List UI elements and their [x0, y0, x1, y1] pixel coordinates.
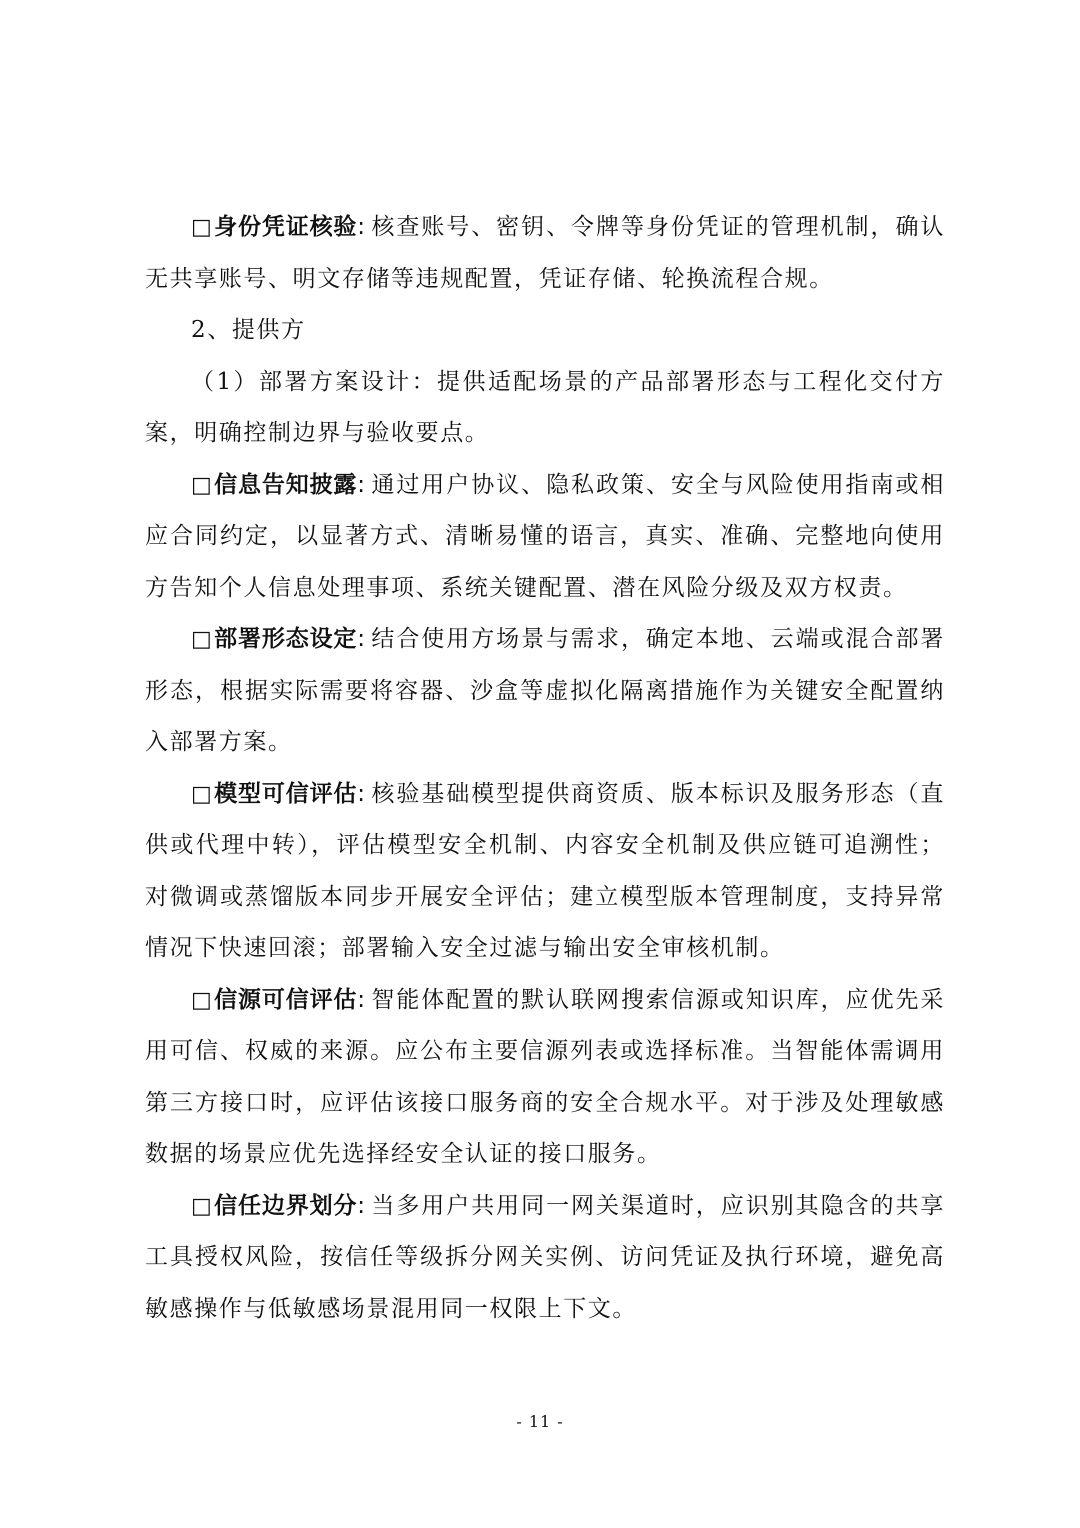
term-colon: : [357, 780, 366, 807]
paragraph-text: 结合使用方场景与需求，确定本地、云端或混合部署形态，根据实际需要将容器、沙盒等虚拟化隔离措施作为关键安全配置纳入部署方案。 [145, 626, 946, 755]
checkbox-icon: □ [191, 1193, 213, 1219]
page-number: - 11 - [516, 1412, 564, 1431]
paragraph-trust-boundary [145, 1181, 945, 1336]
term-heading: 部署形态设定 [214, 626, 358, 652]
paragraph-text: 智能体配置的默认联网搜索信源或知识库，应优先采用可信、权威的来源。应公布主要信源列表或选择标准。当智能体需调用第三方接口时，应评估该接口服务商的安全合规水平。对于涉及处理敏感数据的场景应优先选择经安全认证的接口服务。 [145, 986, 946, 1167]
paragraph-model-trust [145, 769, 945, 975]
paragraph-text: 2、提供方 [191, 317, 306, 343]
term-colon: : [357, 626, 366, 652]
term-heading: 身份凭证核验 [214, 214, 358, 240]
term-colon: : [357, 1192, 366, 1219]
paragraph-text: 核查账号、密钥、令牌等身份凭证的管理机制，确认无共享账号、明文存储等违规配置，凭证存储、轮换流程合规。 [145, 214, 946, 292]
paragraph-deployment-form [145, 614, 945, 769]
term-heading: 信源可信评估 [214, 986, 358, 1013]
checkbox-icon: □ [191, 472, 213, 498]
term-heading: 模型可信评估 [214, 780, 358, 807]
section-heading-provider [145, 305, 945, 357]
term-colon: : [357, 986, 366, 1013]
term-heading: 信息告知披露 [214, 471, 358, 498]
paragraph-disclosure [145, 460, 945, 615]
checkbox-icon: □ [191, 627, 213, 652]
paragraph-text: 通过用户协议、隐私政策、安全与风险使用指南或相应合同约定，以显著方式、清晰易懂的语言，真实、准确、完整地向使用方告知个人信息处理事项、系统关键配置、潜在风险分级及双方权责。 [145, 471, 946, 601]
paragraph-text: 当多用户共用同一网关渠道时，应识别其隐含的共享工具授权风险，按信任等级拆分网关实例、访问凭证及执行环境，避免高敏感操作与低敏感场景混用同一权限上下文。 [145, 1192, 946, 1322]
paragraph-identity-credential [145, 202, 945, 305]
paragraph-text: （1）部署方案设计：提供适配场景的产品部署形态与工程化交付方案，明确控制边界与验收要点。 [145, 368, 945, 446]
checkbox-icon: □ [191, 781, 213, 807]
term-colon: : [357, 214, 366, 240]
checkbox-icon: □ [191, 215, 213, 240]
term-heading: 信任边界划分 [214, 1192, 358, 1219]
paragraph-source-trust [145, 975, 945, 1181]
paragraph-deployment-plan [145, 357, 945, 460]
paragraph-text: 核验基础模型提供商资质、版本标识及服务形态（直供或代理中转），评估模型安全机制、内容安全机制及供应链可追溯性；对微调或蒸馏版本同步开展安全评估；建立模型版本管理制度，支持异常情况下快速回滚；部署输入安全过滤与输出安全审核机制。 [145, 780, 946, 961]
checkbox-icon: □ [191, 987, 213, 1013]
term-colon: : [357, 471, 366, 498]
page-body [145, 202, 945, 1335]
